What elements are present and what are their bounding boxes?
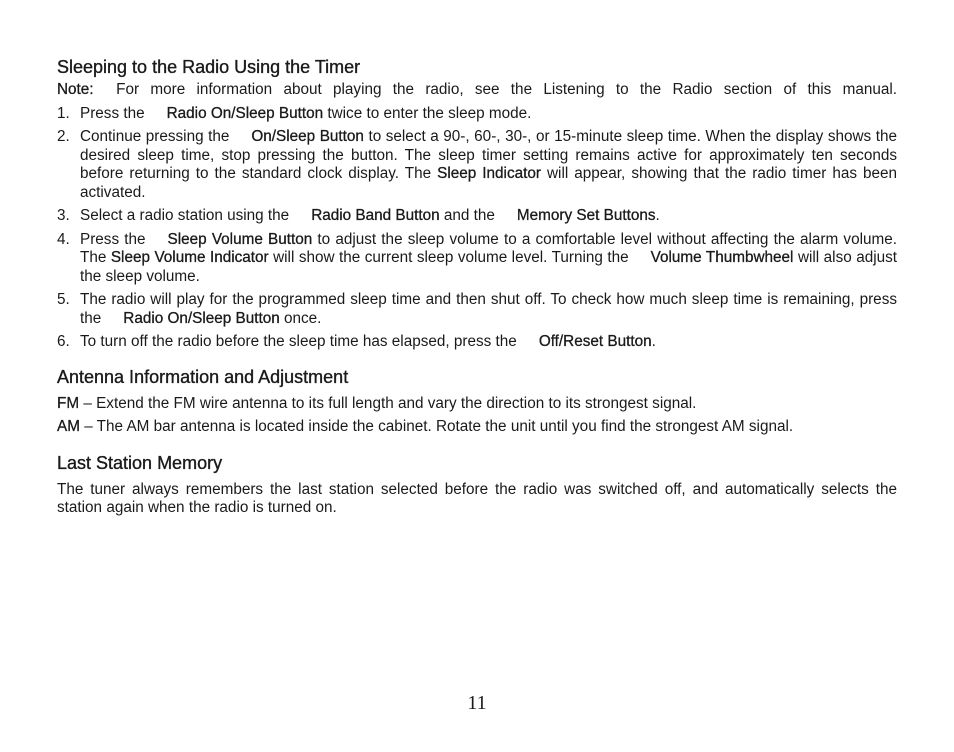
manual-page — [57, 56, 897, 518]
sleep-timer-heading: Sleeping to the Radio Using the Timer — [57, 57, 361, 77]
list-item: 2. Continue pressing the On/Sleep Button to select a 90-, 60-, 30-, or 15-minute sleep time. When the display shows the desired sleep time, stop pressing the button. The sleep timer setting remains active for approximately ten seconds before returning to the standard clock display. The Sleep Indicator will appear, showing that the radio timer has been activated. — [57, 128, 898, 201]
volume-thumbwheel-ref: Volume Thumbwheel — [650, 249, 794, 266]
memory-set-buttons-ref: Memory Set Buttons — [516, 207, 656, 224]
off-reset-button-ref: Off/Reset Button — [538, 333, 652, 350]
last-station-heading: Last Station Memory — [57, 452, 223, 473]
note-text: For more information about playing the radio, see the Listening to the Radio section of this manual. — [116, 81, 898, 98]
page-number: 11 — [467, 692, 487, 714]
note-paragraph — [57, 81, 897, 100]
list-item: 5. The radio will play for the programmed sleep time and then shut off. To check how much sleep time is remaining, press the Radio On/Sleep Button once. — [57, 291, 897, 327]
sleep-volume-indicator-ref: Sleep Volume Indicator — [110, 249, 269, 266]
sleep-steps-list — [57, 105, 897, 352]
antenna-heading: Antenna Information and Adjustment — [57, 366, 349, 387]
fm-label: FM — [57, 394, 80, 412]
sleep-indicator-ref: Sleep Indicator — [437, 165, 541, 182]
last-station-paragraph: The tuner always remembers the last station selected before the radio was switched off, and automatically selects the station again when the radio is turned on. — [57, 480, 897, 516]
list-item: 4. Press the Sleep Volume Button to adjust the sleep volume to a comfortable level without affecting the alarm volume. The Sleep Volume Indicator will show the current sleep volume level. Turning the Volume Thumbwheel will also adjust the sleep volume. — [57, 230, 898, 285]
radio-on-sleep-button-ref: Radio On/Sleep Button — [123, 309, 280, 327]
fm-paragraph: FM – Extend the FM wire antenna to its full length and vary the direction to its strongest signal. — [57, 394, 697, 412]
sleep-volume-button-ref: Sleep Volume Button — [167, 230, 313, 248]
list-item: 1. Press the Radio On/Sleep Button twice to enter the sleep mode. — [57, 104, 532, 122]
list-item: 3. Select a radio station using the Radio Band Button and the Memory Set Buttons. — [57, 207, 660, 224]
am-paragraph: AM – The AM bar antenna is located inside the cabinet. Rotate the unit until you find the strongest AM signal. — [57, 418, 794, 435]
list-item: 6. To turn off the radio before the sleep time has elapsed, press the Off/Reset Button. — [57, 333, 656, 350]
radio-band-button-ref: Radio Band Button — [311, 207, 440, 224]
note-label: Note: — [57, 81, 94, 98]
am-label: AM — [57, 418, 80, 435]
on-sleep-button-ref: On/Sleep Button — [251, 128, 364, 145]
radio-on-sleep-button-ref: Radio On/Sleep Button — [166, 104, 324, 122]
